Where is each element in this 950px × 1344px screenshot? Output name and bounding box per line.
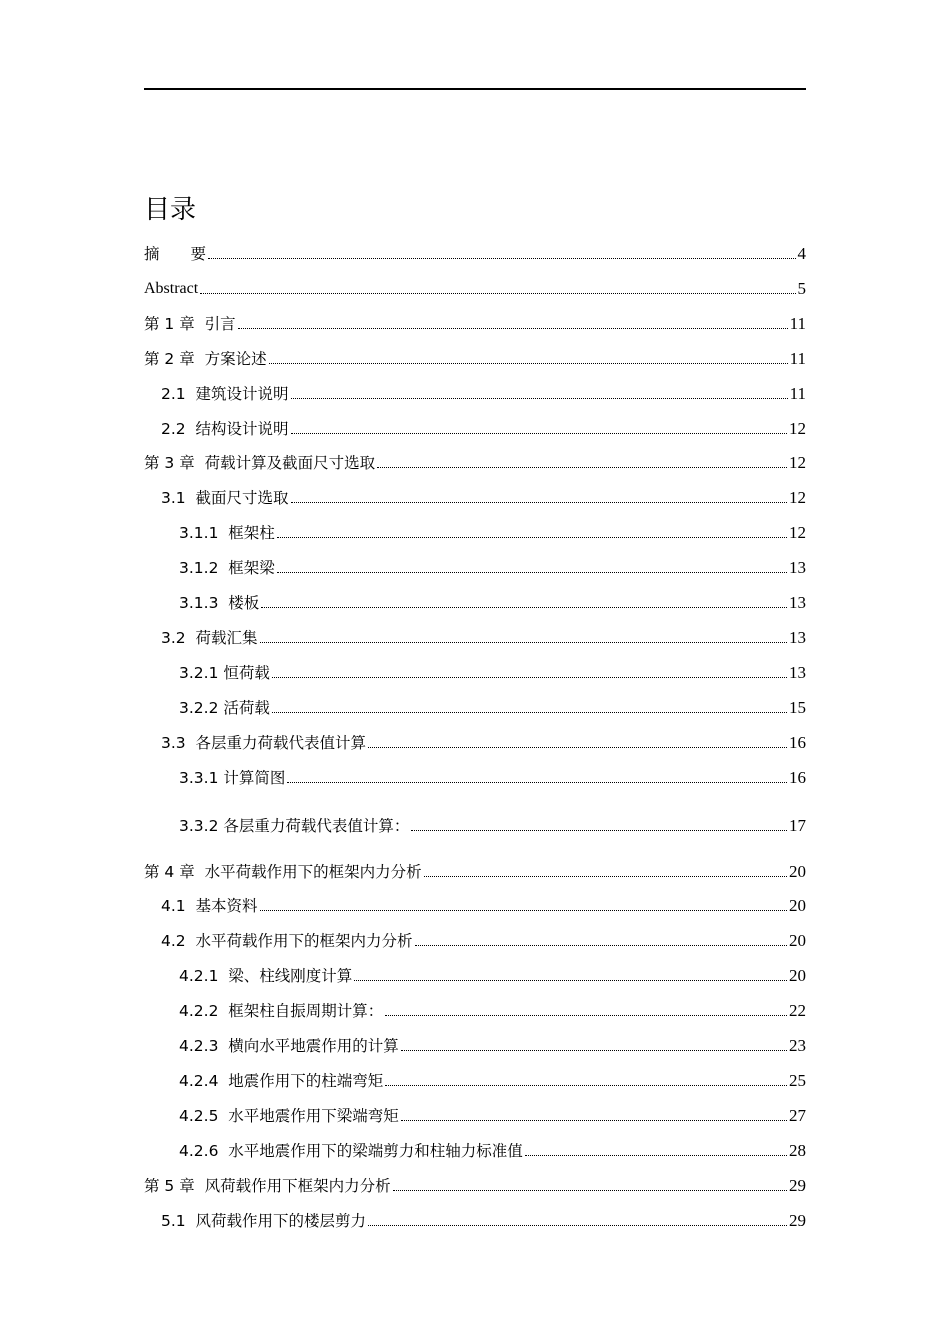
toc-entry[interactable] [144, 1129, 806, 1161]
toc-entry-label: Abstract [144, 279, 199, 297]
toc-entry[interactable] [144, 989, 806, 1021]
toc-entry-label: 第 5 章 风荷载作用下框架内力分析 [144, 1176, 391, 1195]
toc-entry-page: 15 [789, 697, 806, 717]
toc-entry-label: 4.2.5 水平地震作用下梁端弯矩 [179, 1106, 399, 1125]
toc-entry-label: 3.1.2 框架梁 [179, 559, 275, 578]
toc-dot-leader [385, 1015, 787, 1016]
toc-entry-label: 第 3 章 荷载计算及截面尺寸选取 [144, 454, 376, 473]
toc-entry[interactable] [144, 954, 806, 986]
toc-entry-label: 摘 要 [144, 245, 207, 263]
toc-entry[interactable] [144, 407, 806, 439]
toc-entry-page: 28 [789, 1140, 806, 1160]
header-rule [144, 88, 806, 90]
toc-entry-page: 22 [789, 1001, 806, 1021]
toc-entry-page: 11 [789, 348, 806, 368]
toc-entry-page: 29 [789, 1175, 806, 1195]
toc-entry-page: 12 [789, 523, 806, 543]
toc-entry-label: 4.2.6 水平地震作用下的梁端剪力和柱轴力标准值 [179, 1141, 523, 1160]
toc-entry-label: 第 4 章 水平荷载作用下的框架内力分析 [144, 862, 422, 881]
toc-entry-label: 4.2 水平荷载作用下的框架内力分析 [161, 932, 413, 951]
toc-entry[interactable] [144, 1199, 806, 1231]
toc-entry-label: 3.2.1 恒荷载 [179, 663, 270, 682]
toc-dot-leader [354, 980, 787, 981]
toc-dot-leader [260, 910, 787, 911]
toc-entry-page: 12 [789, 453, 806, 473]
toc-entry[interactable] [144, 302, 806, 334]
toc-dot-leader [238, 328, 788, 329]
toc-entry[interactable] [144, 1164, 806, 1196]
toc-dot-leader [272, 712, 787, 713]
toc-entry-label: 3.2 荷载汇集 [161, 628, 258, 647]
toc-entry-label: 2.2 结构设计说明 [161, 419, 289, 438]
toc-entry[interactable] [144, 756, 806, 788]
toc-dot-leader [277, 537, 787, 538]
toc-entry-label: 3.1.3 楼板 [179, 594, 260, 612]
toc-entry[interactable] [144, 546, 806, 578]
toc-entry[interactable] [144, 1059, 806, 1091]
toc-entry-page: 13 [789, 593, 806, 612]
toc-entry-page: 20 [789, 966, 806, 986]
toc-entry-label: 4.2.1 梁、柱线刚度计算 [179, 967, 353, 986]
toc-entry[interactable] [144, 511, 806, 543]
toc-dot-leader [287, 782, 787, 783]
toc-entry-label: 3.2.2 活荷载 [179, 698, 270, 717]
toc-entry-label: 第 1 章 引言 [144, 314, 236, 333]
toc-entry[interactable] [144, 804, 806, 836]
toc-entry[interactable] [144, 1024, 806, 1056]
toc-entry-page: 25 [789, 1070, 806, 1090]
toc-entry[interactable] [144, 686, 806, 718]
toc-title: 目录 [144, 195, 197, 225]
toc-entry-label: 4.1 基本资料 [161, 897, 258, 916]
toc-entry-page: 13 [789, 627, 806, 647]
toc-entry[interactable] [144, 372, 806, 404]
toc-entry-label: 2.1 建筑设计说明 [161, 384, 289, 403]
toc-entry[interactable] [144, 267, 806, 299]
toc-entry-page: 5 [797, 278, 806, 298]
toc-entry[interactable] [144, 232, 806, 264]
toc-dot-leader [377, 467, 787, 468]
toc-entry-label: 3.3 各层重力荷载代表值计算 [161, 733, 367, 752]
toc-entry-page: 11 [789, 313, 806, 333]
toc-dot-leader [272, 677, 787, 678]
toc-entry-page: 20 [789, 861, 806, 881]
toc-dot-leader [291, 433, 787, 434]
toc-entry-page: 16 [789, 767, 806, 787]
toc-entry-page: 17 [789, 815, 806, 835]
toc-dot-leader [385, 1085, 787, 1086]
toc-dot-leader [401, 1050, 787, 1051]
toc-entry-label: 4.2.2 框架柱自振周期计算： [179, 1002, 384, 1021]
toc-entry-label: 5.1 风荷载作用下的楼层剪力 [161, 1211, 367, 1230]
toc-dot-leader [415, 945, 787, 946]
toc-dot-leader [411, 830, 787, 831]
toc-dot-leader [208, 258, 795, 259]
toc-dot-leader [277, 572, 787, 573]
toc-entry[interactable] [144, 721, 806, 753]
toc-entry-label: 第 2 章 方案论述 [144, 349, 267, 368]
toc-entry[interactable] [144, 1094, 806, 1126]
toc-dot-leader [368, 747, 787, 748]
toc-dot-leader [368, 1225, 787, 1226]
toc-entry-page: 12 [789, 488, 806, 508]
toc-entry-label: 3.1.1 框架柱 [179, 524, 275, 543]
toc-entry-page: 20 [789, 896, 806, 916]
toc-entry-page: 29 [789, 1210, 806, 1230]
toc-entry-page: 27 [789, 1105, 806, 1125]
toc-dot-leader [200, 293, 795, 294]
toc-dot-leader [424, 876, 787, 877]
toc-entry-page: 12 [789, 418, 806, 438]
toc-entry[interactable] [144, 850, 806, 882]
toc-entry[interactable] [144, 919, 806, 951]
toc-entry[interactable] [144, 651, 806, 683]
toc-entry-label: 4.2.3 横向水平地震作用的计算 [179, 1037, 399, 1055]
toc-entry-page: 4 [797, 244, 806, 263]
toc-entry-page: 23 [789, 1036, 806, 1055]
toc-dot-leader [260, 642, 787, 643]
toc-dot-leader [525, 1155, 787, 1156]
toc-dot-leader [393, 1190, 787, 1191]
toc-dot-leader [291, 502, 787, 503]
toc-entry[interactable] [144, 581, 806, 613]
toc-entry[interactable] [144, 616, 806, 648]
toc-entry-page: 16 [789, 732, 806, 752]
toc-dot-leader [401, 1120, 787, 1121]
toc-entry-page: 13 [789, 662, 806, 682]
toc-entry-label: 3.3.1 计算简图 [179, 768, 286, 787]
toc-entry-page: 20 [789, 931, 806, 951]
toc-entry-label: 3.3.2 各层重力荷载代表值计算： [179, 816, 410, 835]
toc-entry-label: 3.1 截面尺寸选取 [161, 489, 289, 508]
toc-entry-label: 4.2.4 地震作用下的柱端弯矩 [179, 1071, 384, 1090]
toc-entry[interactable] [144, 476, 806, 508]
toc-dot-leader [261, 607, 787, 608]
toc-dot-leader [291, 398, 788, 399]
toc-entry[interactable] [144, 337, 806, 369]
toc-entry-page: 13 [789, 558, 806, 578]
toc-dot-leader [269, 363, 788, 364]
toc-entry[interactable] [144, 441, 806, 473]
toc-entry[interactable] [144, 884, 806, 916]
toc-entry-page: 11 [789, 383, 806, 403]
